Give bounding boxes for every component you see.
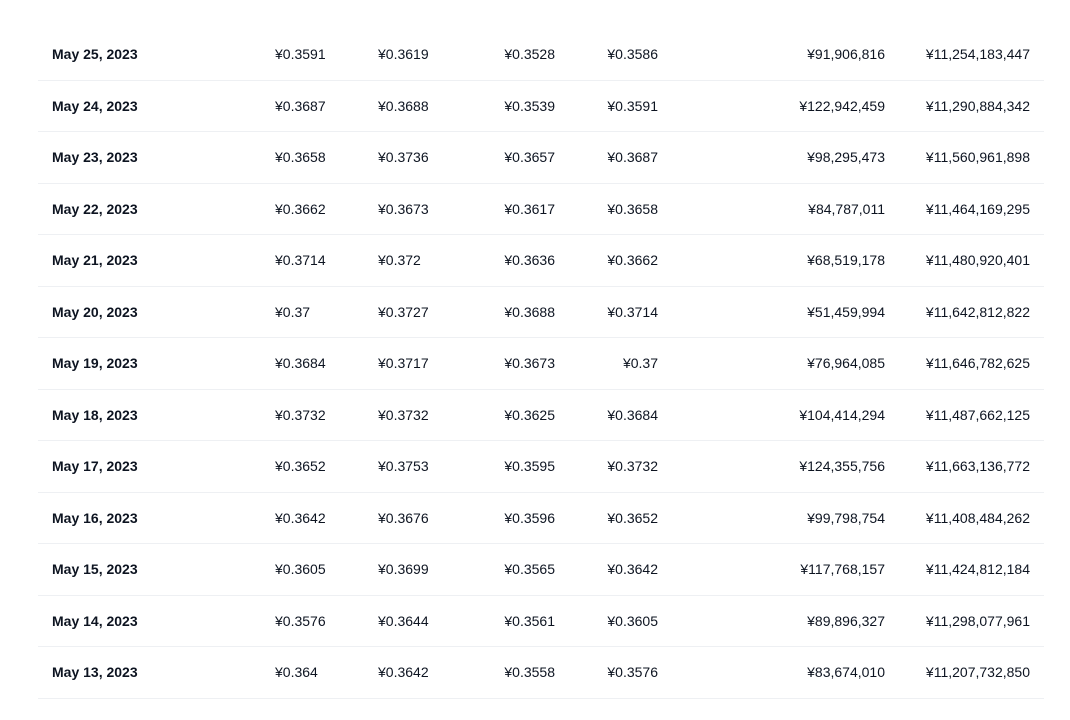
cell-date: May 14, 2023 [52,612,138,629]
cell-low: ¥0.3595 [504,458,555,474]
table-row [38,81,1044,133]
table-row [38,338,1044,390]
cell-market-cap: ¥11,207,732,850 [925,664,1030,680]
cell-low: ¥0.3617 [504,200,555,217]
cell-open: ¥0.3605 [275,561,326,577]
table-row [38,596,1044,648]
cell-high: ¥0.3642 [378,664,429,680]
cell-high: ¥0.3717 [378,355,429,371]
cell-volume: ¥68,519,178 [807,252,885,268]
cell-close: ¥0.3732 [607,458,658,474]
cell-open: ¥0.3652 [275,458,326,474]
cell-date: May 18, 2023 [52,406,138,423]
cell-high: ¥0.3676 [378,509,429,526]
cell-high: ¥0.3736 [378,149,429,165]
cell-market-cap: ¥11,254,183,447 [925,46,1030,62]
cell-high: ¥0.3753 [378,458,429,474]
cell-close: ¥0.3662 [607,252,658,268]
cell-low: ¥0.3558 [504,664,555,680]
cell-open: ¥0.3687 [275,97,326,114]
cell-high: ¥0.3619 [378,46,429,62]
cell-market-cap: ¥11,487,662,125 [925,406,1030,423]
cell-open: ¥0.3732 [275,406,326,423]
cell-open: ¥0.3642 [275,509,326,526]
cell-low: ¥0.3657 [504,149,555,165]
cell-volume: ¥76,964,085 [807,355,885,371]
cell-date: May 24, 2023 [52,97,138,114]
cell-date: May 22, 2023 [52,200,138,217]
cell-close: ¥0.3714 [607,303,658,320]
cell-close: ¥0.3591 [607,97,658,114]
cell-high: ¥0.3732 [378,406,429,423]
cell-low: ¥0.3565 [504,561,555,577]
cell-high: ¥0.372 [378,252,421,268]
cell-open: ¥0.3576 [275,612,326,629]
cell-close: ¥0.3658 [607,200,658,217]
cell-date: May 16, 2023 [52,509,138,526]
cell-low: ¥0.3539 [504,97,555,114]
cell-close: ¥0.3586 [607,46,658,62]
cell-open: ¥0.3658 [275,149,326,165]
cell-volume: ¥98,295,473 [807,149,885,165]
cell-volume: ¥51,459,994 [807,303,885,320]
table-row [38,184,1044,236]
cell-market-cap: ¥11,424,812,184 [925,561,1030,577]
cell-market-cap: ¥11,408,484,262 [925,509,1030,526]
cell-date: May 25, 2023 [52,46,138,62]
historical-data-table [38,29,1044,699]
cell-volume: ¥99,798,754 [807,509,885,526]
cell-high: ¥0.3699 [378,561,429,577]
cell-volume: ¥84,787,011 [808,200,885,217]
cell-low: ¥0.3528 [504,46,555,62]
cell-close: ¥0.3687 [607,149,658,165]
cell-date: May 23, 2023 [52,149,138,165]
table-row [38,29,1044,81]
cell-low: ¥0.3636 [504,252,555,268]
cell-volume: ¥124,355,756 [799,458,885,474]
cell-volume: ¥117,768,157 [800,561,885,577]
cell-date: May 15, 2023 [52,561,138,577]
cell-high: ¥0.3644 [378,612,429,629]
table-row [38,390,1044,442]
cell-close: ¥0.3605 [607,612,658,629]
cell-market-cap: ¥11,663,136,772 [925,458,1030,474]
cell-date: May 21, 2023 [52,252,138,268]
cell-volume: ¥122,942,459 [799,97,885,114]
cell-open: ¥0.37 [275,303,311,320]
cell-close: ¥0.37 [622,355,658,371]
cell-market-cap: ¥11,560,961,898 [925,149,1030,165]
cell-close: ¥0.3652 [607,509,658,526]
cell-open: ¥0.364 [275,664,318,680]
cell-market-cap: ¥11,464,169,295 [925,200,1030,217]
cell-low: ¥0.3673 [504,355,555,371]
table-row [38,647,1044,699]
cell-market-cap: ¥11,480,920,401 [925,252,1030,268]
cell-open: ¥0.3591 [275,46,326,62]
cell-market-cap: ¥11,290,884,342 [925,97,1030,114]
cell-volume: ¥91,906,816 [807,46,885,62]
cell-close: ¥0.3642 [607,561,658,577]
cell-volume: ¥89,896,327 [807,612,885,629]
cell-volume: ¥104,414,294 [799,406,885,423]
cell-date: May 13, 2023 [52,664,138,680]
table-row [38,493,1044,545]
cell-market-cap: ¥11,298,077,961 [925,612,1030,629]
table-row [38,132,1044,184]
cell-high: ¥0.3673 [378,200,429,217]
table-row [38,544,1044,596]
cell-date: May 20, 2023 [52,303,138,320]
cell-high: ¥0.3688 [378,97,429,114]
cell-date: May 19, 2023 [52,355,138,371]
table-row [38,235,1044,287]
cell-low: ¥0.3688 [504,303,555,320]
cell-open: ¥0.3684 [275,355,326,371]
table-body [38,29,1044,699]
table-row [38,441,1044,493]
cell-low: ¥0.3625 [504,406,555,423]
cell-close: ¥0.3684 [607,406,658,423]
cell-close: ¥0.3576 [607,664,658,680]
cell-market-cap: ¥11,646,782,625 [925,355,1030,371]
table-row [38,287,1044,339]
cell-date: May 17, 2023 [52,458,138,474]
cell-low: ¥0.3561 [504,612,555,629]
cell-market-cap: ¥11,642,812,822 [925,303,1030,320]
cell-open: ¥0.3662 [275,200,326,217]
cell-volume: ¥83,674,010 [807,664,885,680]
cell-high: ¥0.3727 [378,303,429,320]
cell-open: ¥0.3714 [275,252,326,268]
cell-low: ¥0.3596 [504,509,555,526]
